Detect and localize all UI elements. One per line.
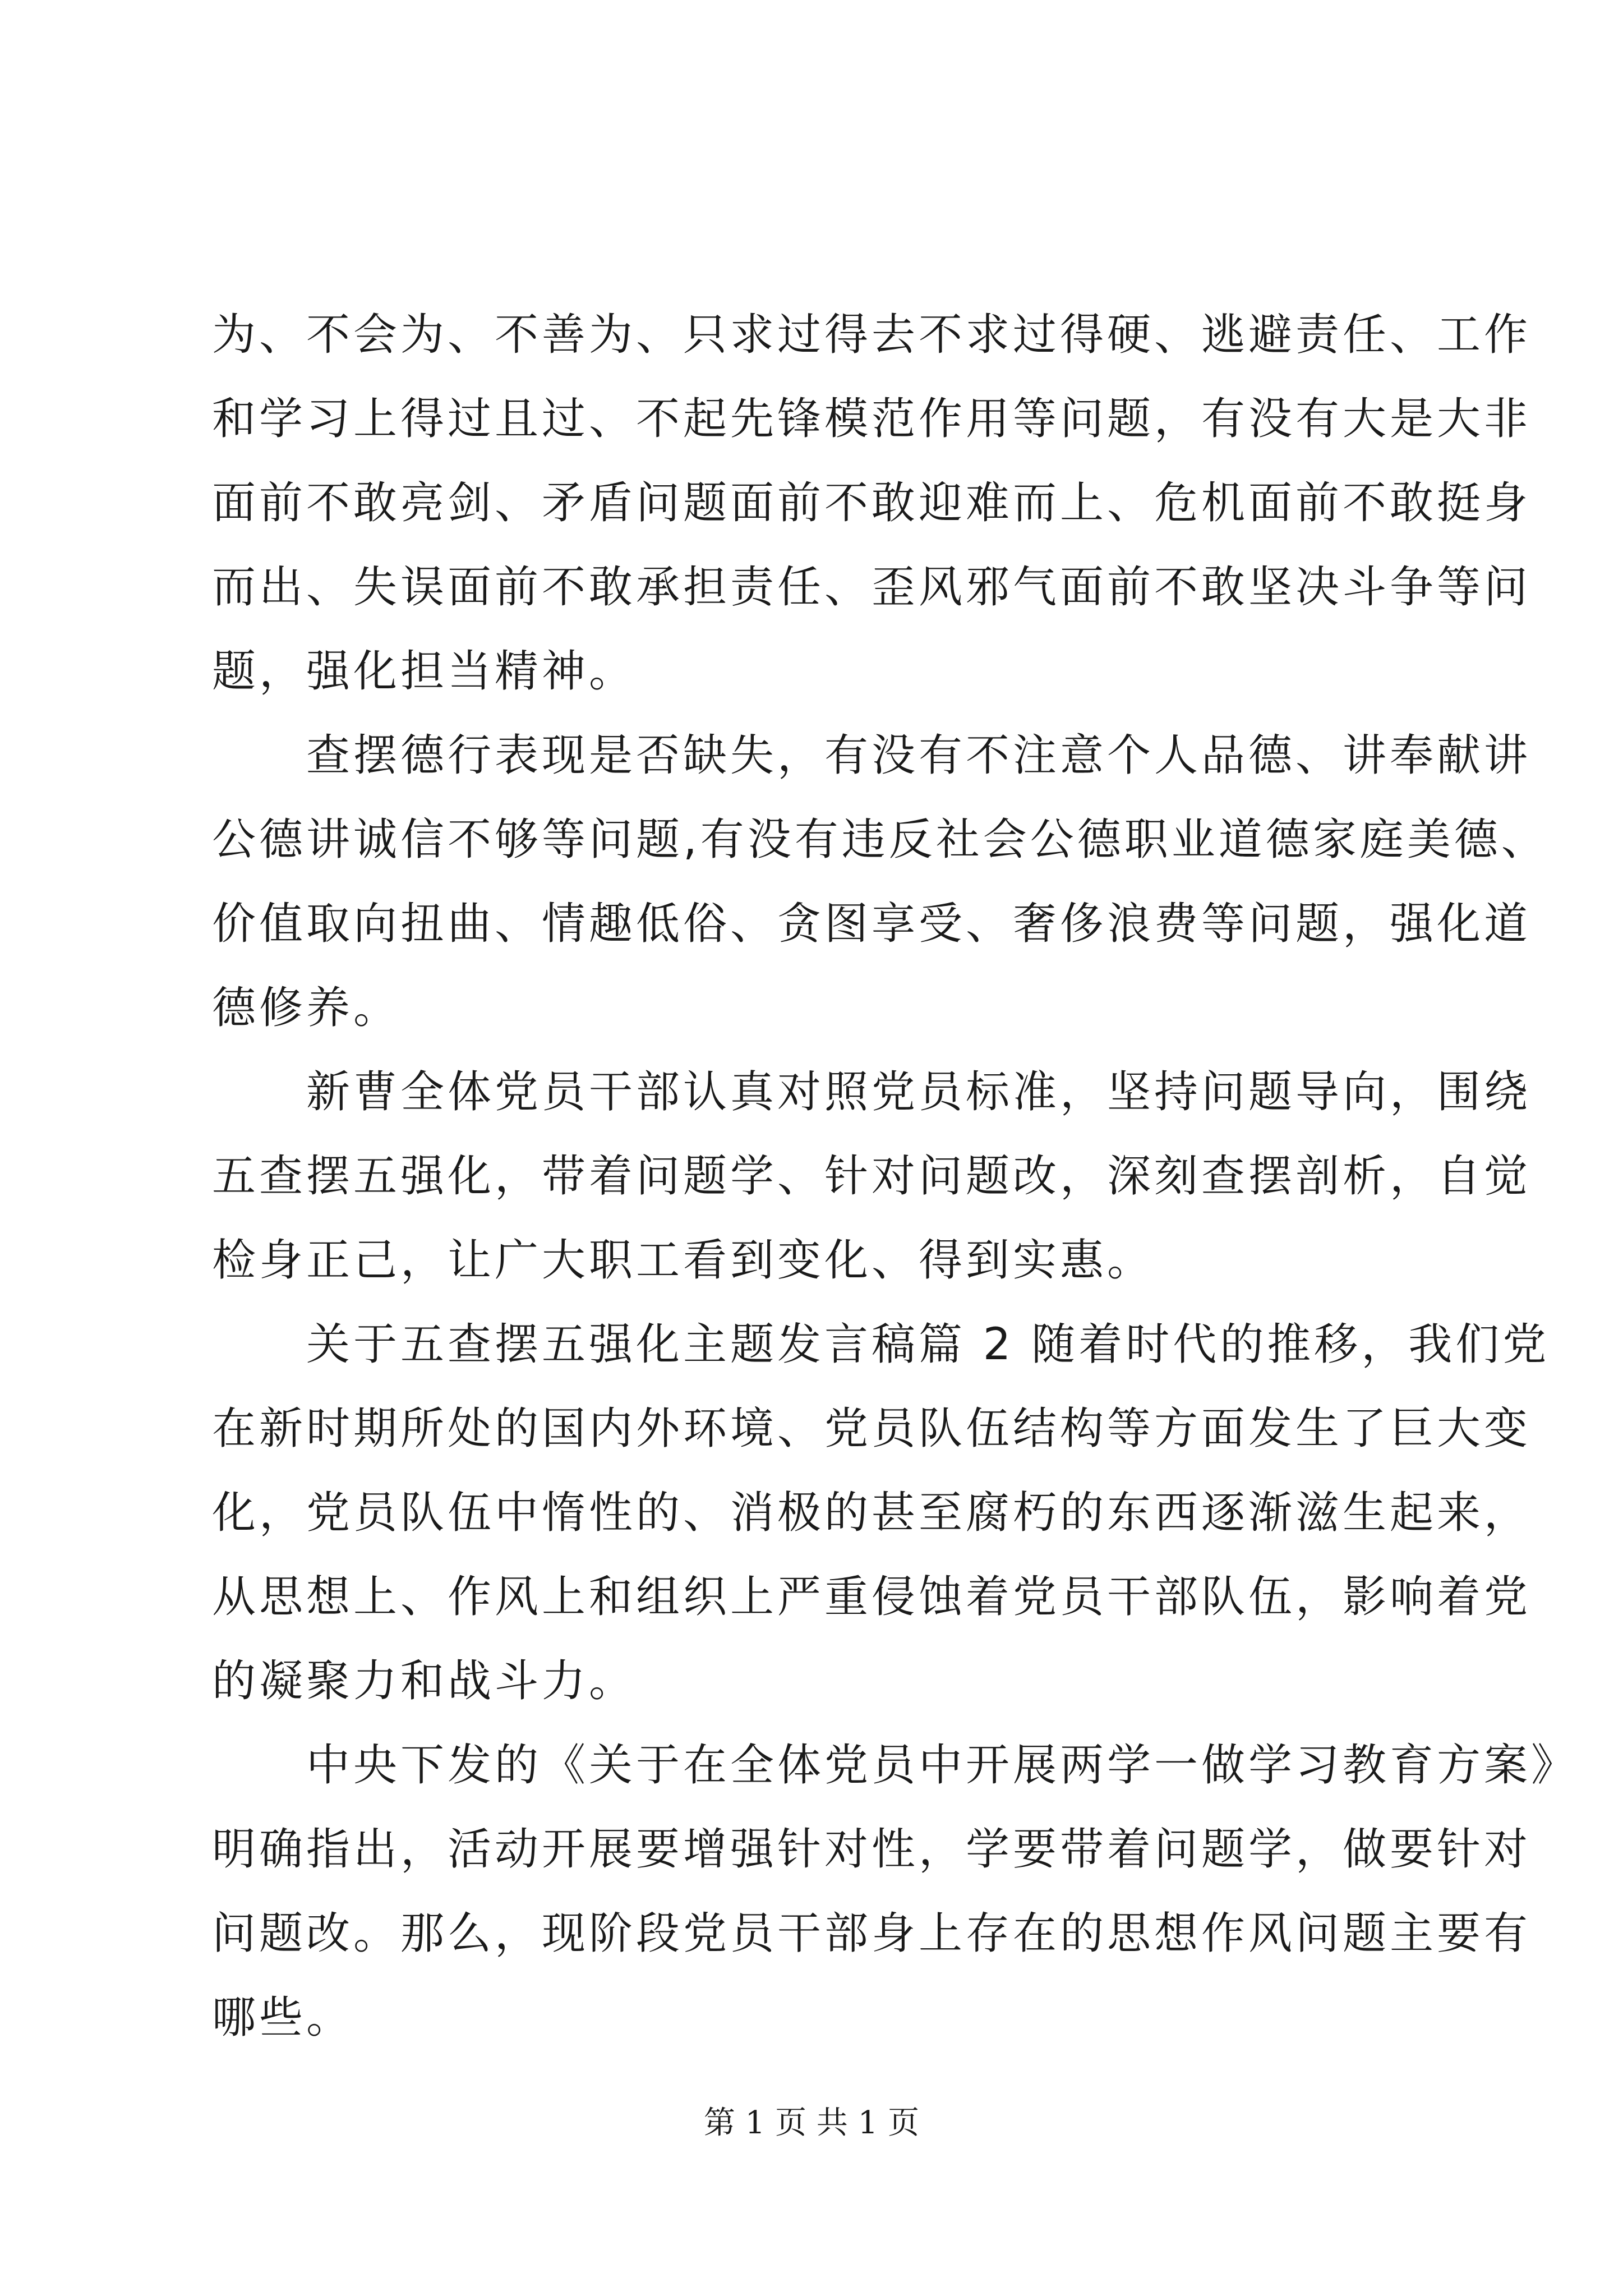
body-text-line: 化，党员队伍中惰性的、消极的甚至腐朽的东西逐渐滋生起来， xyxy=(212,1488,1532,1538)
body-text-line: 德修养。 xyxy=(212,983,401,1033)
body-text-line: 公德讲诚信不够等问题,有没有违反社会公德职业道德家庭美德、 xyxy=(212,815,1548,865)
body-text-line: 在新时期所处的国内外环境、党员队伍结构等方面发生了巨大变 xyxy=(212,1404,1532,1454)
page-footer: 第 1 页 共 1 页 xyxy=(703,2105,920,2141)
body-text-line: 从思想上、作风上和组织上严重侵蚀着党员干部队伍，影响着党 xyxy=(212,1572,1532,1622)
body-text-line: 明确指出，活动开展要增强针对性，学要带着问题学，做要针对 xyxy=(212,1824,1532,1875)
body-text-line: 而出、失误面前不敢承担责任、歪风邪气面前不敢坚决斗争等问 xyxy=(212,562,1532,613)
body-text-line: 查摆德行表现是否缺失，有没有不注意个人品德、讲奉献讲 xyxy=(212,730,1532,781)
body-text-line: 题，强化担当精神。 xyxy=(212,646,637,697)
body-text-line: 中央下发的《关于在全体党员中开展两学一做学习教育方案》 xyxy=(212,1740,1579,1791)
body-text-line: 和学习上得过且过、不起先锋模范作用等问题，有没有大是大非 xyxy=(212,394,1532,444)
body-text-line: 问题改。那么，现阶段党员干部身上存在的思想作风问题主要有 xyxy=(212,1908,1532,1959)
body-text-line: 面前不敢亮剑、矛盾问题面前不敢迎难而上、危机面前不敢挺身 xyxy=(212,478,1532,528)
body-text-line: 哪些。 xyxy=(212,1993,354,2043)
body-text-line: 的凝聚力和战斗力。 xyxy=(212,1656,637,1706)
body-text-line: 关于五查摆五强化主题发言稿篇 2 随着时代的推移，我们党 xyxy=(212,1319,1550,1370)
body-text-line: 价值取向扭曲、情趣低俗、贪图享受、奢侈浪费等问题，强化道 xyxy=(212,899,1532,949)
body-text-line: 检身正己，让广大职工看到变化、得到实惠。 xyxy=(212,1235,1155,1286)
body-text-line: 为、不会为、不善为、只求过得去不求过得硬、逃避责任、工作 xyxy=(212,310,1532,360)
body-text-line: 五查摆五强化，带着问题学、针对问题改，深刻查摆剖析，自觉 xyxy=(212,1151,1532,1202)
body-text-line: 新曹全体党员干部认真对照党员标准，坚持问题导向，围绕 xyxy=(212,1067,1532,1117)
